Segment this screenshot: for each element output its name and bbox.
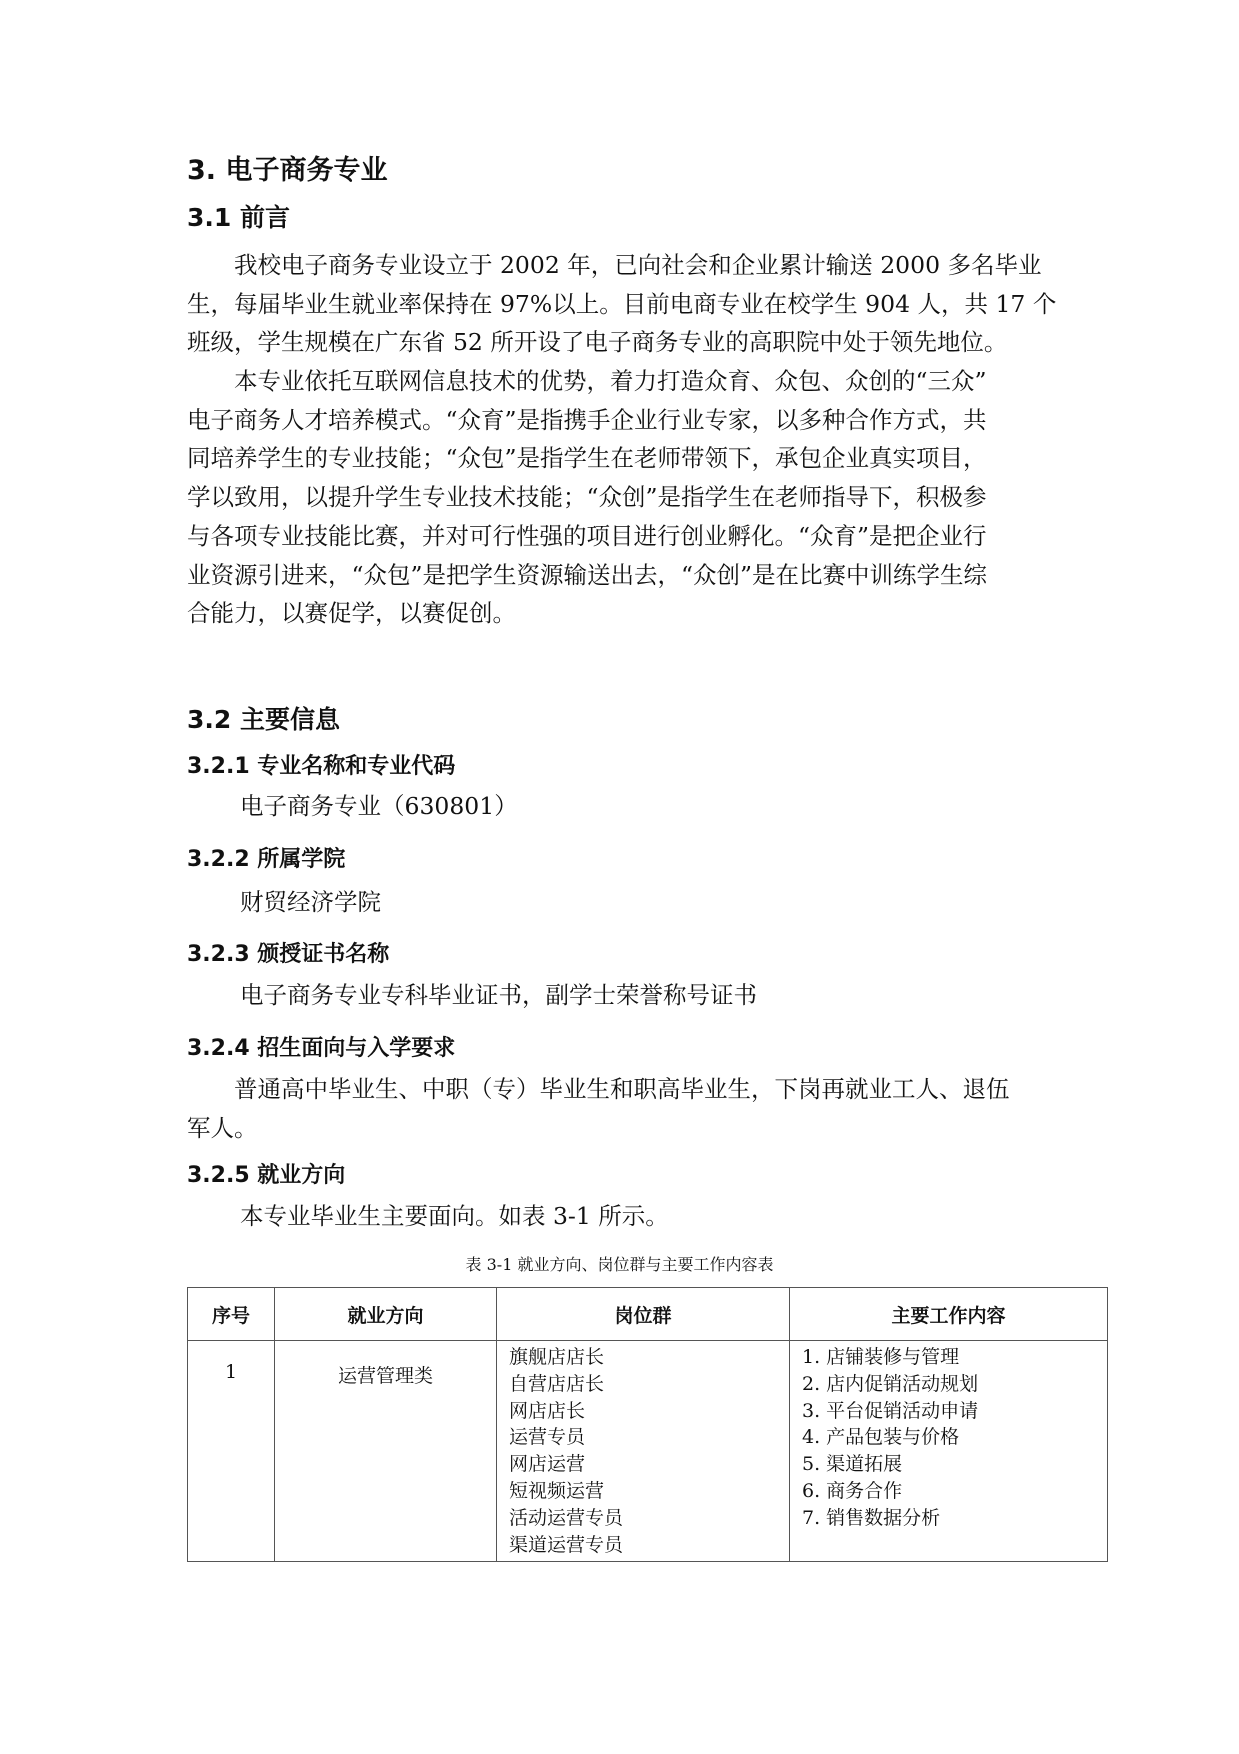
table-row xyxy=(188,1341,1108,1562)
cell-no: 1 xyxy=(188,1341,275,1562)
header-work: 主要工作内容 xyxy=(790,1288,1108,1341)
position-item: 活动运营专员 xyxy=(509,1506,624,1529)
work-item: 1. 店铺装修与管理 xyxy=(802,1346,960,1368)
text-line: 与各项专业技能比赛，并对可行性强的项目进行创业孵化。“众育”是把企业行 xyxy=(187,521,987,550)
position-item: 旗舰店店长 xyxy=(509,1346,605,1368)
heading-3-2-5: 3.2.5 就业方向 xyxy=(187,1163,346,1188)
employment-table xyxy=(187,1287,1108,1562)
work-item: 2. 店内促销活动规划 xyxy=(802,1372,979,1395)
college-name: 财贸经济学院 xyxy=(240,888,381,916)
text-line: 学以致用，以提升学生专业技术技能；“众创”是指学生在老师指导下，积极参 xyxy=(187,483,987,512)
heading-3-1: 3.1 前言 xyxy=(187,203,290,232)
header-no: 序号 xyxy=(188,1288,275,1341)
text-line: 我校电子商务专业设立于 2002 年，已向社会和企业累计输送 2000 多名毕业 xyxy=(234,251,1042,279)
text-line: 合能力，以赛促学，以赛促创。 xyxy=(187,599,516,628)
cell-positions xyxy=(497,1341,790,1562)
work-item: 7. 销售数据分析 xyxy=(802,1506,941,1529)
position-item: 网店店长 xyxy=(509,1399,586,1422)
position-item: 自营店店长 xyxy=(509,1372,605,1395)
cell-work xyxy=(790,1341,1108,1562)
text-line: 本专业依托互联网信息技术的优势，着力打造众育、众包、众创的“三众” xyxy=(234,367,987,395)
position-item: 渠道运营专员 xyxy=(509,1533,624,1556)
table-caption: 表 3-1 就业方向、岗位群与主要工作内容表 xyxy=(465,1255,774,1274)
text-line: 生，每届毕业生就业率保持在 97%以上。目前电商专业在校学生 904 人，共 17 个 xyxy=(187,289,1057,318)
heading-3-2: 3.2 主要信息 xyxy=(187,705,340,734)
major-name-code: 电子商务专业（630801） xyxy=(240,792,518,820)
position-item: 网店运营 xyxy=(509,1453,586,1476)
header-direction: 就业方向 xyxy=(275,1288,497,1341)
section-title: 3. 电子商务专业 xyxy=(187,155,388,186)
text-line: 军人。 xyxy=(187,1113,258,1142)
position-item: 短视频运营 xyxy=(509,1479,605,1502)
position-item: 运营专员 xyxy=(509,1426,586,1449)
header-positions: 岗位群 xyxy=(497,1288,790,1341)
work-item: 3. 平台促销活动申请 xyxy=(802,1399,979,1422)
certificate-name: 电子商务专业专科毕业证书，副学士荣誉称号证书 xyxy=(240,981,757,1009)
heading-3-2-1: 3.2.1 专业名称和专业代码 xyxy=(187,754,456,779)
heading-3-2-4: 3.2.4 招生面向与入学要求 xyxy=(187,1036,456,1061)
heading-3-2-2: 3.2.2 所属学院 xyxy=(187,847,346,872)
intro-paragraph-2 xyxy=(187,362,1057,633)
enrollment-text xyxy=(187,1070,1057,1147)
cell-direction: 运营管理类 xyxy=(275,1341,497,1562)
text-line: 同培养学生的专业技能；“众包”是指学生在老师带领下，承包企业真实项目， xyxy=(187,444,987,473)
heading-3-2-3: 3.2.3 颁授证书名称 xyxy=(187,942,390,967)
table-header-row xyxy=(188,1288,1108,1341)
work-item: 5. 渠道拓展 xyxy=(802,1453,903,1476)
text-line: 电子商务人才培养模式。“众育”是指携手企业行业专家，以多种合作方式，共 xyxy=(187,405,987,434)
text-line: 班级，学生规模在广东省 52 所开设了电子商务专业的高职院中处于领先地位。 xyxy=(187,328,1008,357)
text-line: 业资源引进来，“众包”是把学生资源输送出去，“众创”是在比赛中训练学生综 xyxy=(187,560,988,589)
text-line: 普通高中毕业生、中职（专）毕业生和职高毕业生，下岗再就业工人、退伍 xyxy=(234,1075,1010,1103)
work-item: 4. 产品包装与价格 xyxy=(802,1426,960,1449)
intro-paragraph-1 xyxy=(187,246,1057,362)
employment-text: 本专业毕业生主要面向。如表 3-1 所示。 xyxy=(240,1202,669,1230)
work-item: 6. 商务合作 xyxy=(802,1479,903,1502)
